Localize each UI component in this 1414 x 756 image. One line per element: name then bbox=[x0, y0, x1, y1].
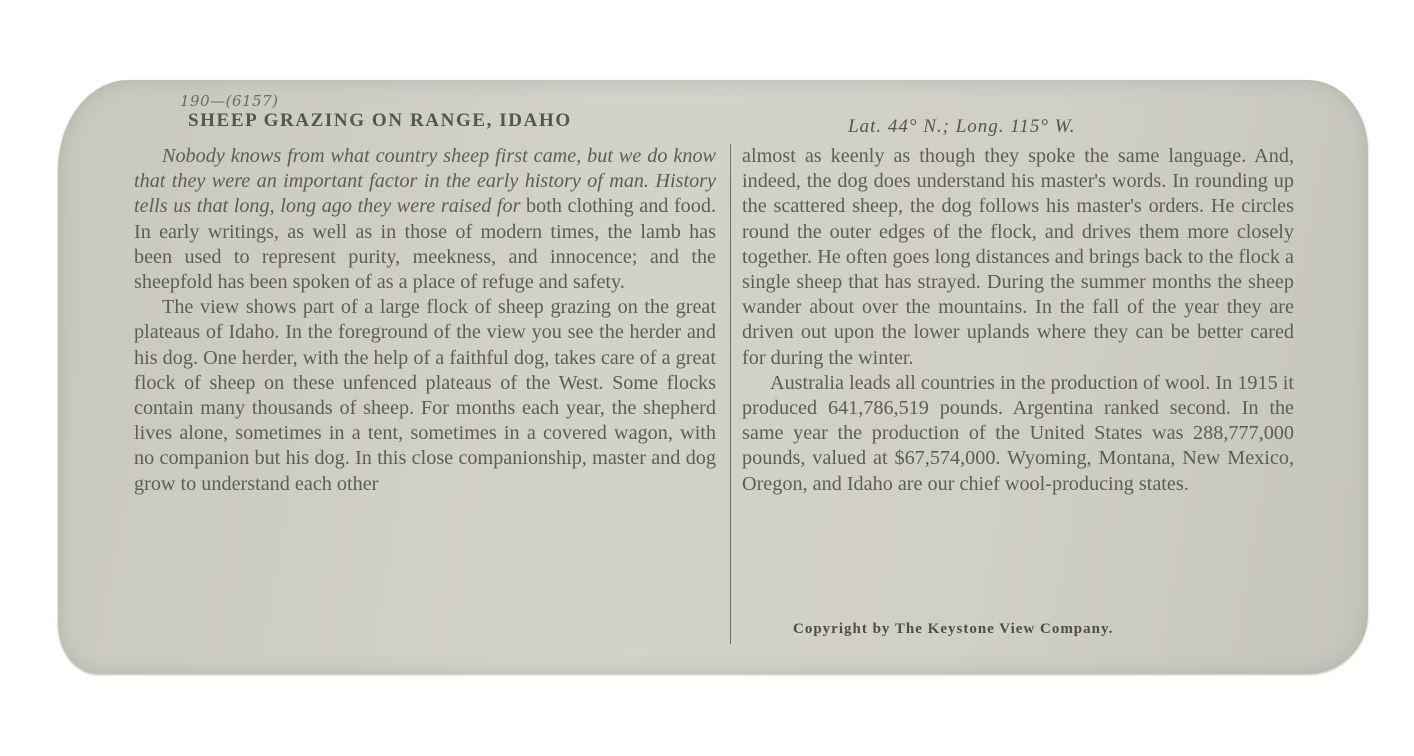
card-title: SHEEP GRAZING ON RANGE, IDAHO bbox=[188, 110, 572, 131]
catalog-number: 190—(6157) bbox=[180, 92, 279, 110]
left-paragraph-1-rest: both clothing and food. In early writings, as well as in those of modern times, the lamb has been used to represent purity, meekness, and innocence; and the sheepfold has been spoken of as a place of refuge and safety. bbox=[134, 195, 717, 294]
copyright-notice: Copyright by The Keystone View Company. bbox=[793, 621, 1114, 637]
left-paragraph-1-intro: Nobody knows from what country sheep first came, but we do know that they were an important factor in the early history of man. History tells us that long, long ago they were raised for bbox=[134, 145, 716, 218]
left-paragraph-1 bbox=[134, 144, 716, 295]
stereoview-card-back bbox=[58, 80, 1368, 674]
left-paragraph-2: The view shows part of a large flock of sheep grazing on the great plateaus of Idaho. In the foreground of the view you see the herder and his dog. One herder, with the help of a faithful dog, takes care of a great flock of sheep on these unfenced plateaus of the West. Some flocks contain many thousands of sheep. For months each year, the shepherd lives alone, sometimes in a tent, sometimes in a covered wagon, with no companion but his dog. In this close companionship, master and dog grow to understand each other bbox=[134, 296, 716, 495]
left-column bbox=[134, 144, 716, 497]
right-paragraph-1: almost as keenly as though they spoke the same language. And, indeed, the dog does understand his master's words. In rounding up the scattered sheep, the dog follows his master's orders. He circles round the outer edges of the flock, and drives them more closely together. He often goes long distances and brings back to the flock a single sheep that has strayed. During the summer months the sheep wander about over the mountains. In the fall of the year they are driven out upon the lower uplands where they can be better cared for during the winter. bbox=[742, 145, 1294, 369]
right-column bbox=[742, 144, 1294, 497]
column-divider bbox=[730, 144, 731, 644]
right-paragraph-2: Australia leads all countries in the production of wool. In 1915 it produced 641,786,519 pounds. Argentina ranked second. In the same year the production of the United States was 288,777,000 pounds, valued at $67,574,000. Wyoming, Montana, New Mexico, Oregon, and Idaho are our chief wool-producing states. bbox=[742, 371, 1294, 495]
coordinates: Lat. 44° N.; Long. 115° W. bbox=[848, 116, 1076, 137]
